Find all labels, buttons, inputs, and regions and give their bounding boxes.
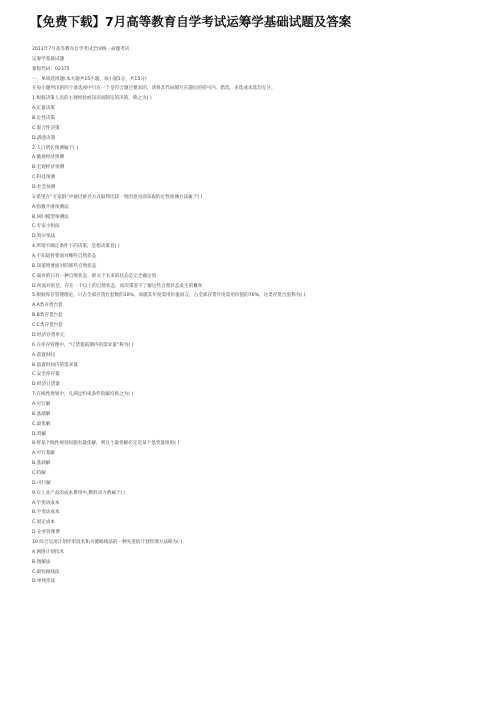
document-line: D.满意决策 bbox=[32, 135, 56, 141]
document-line: D.企业管理费 bbox=[32, 530, 60, 536]
document-body bbox=[32, 45, 492, 587]
document-line: 2.人口增长预测属于( ) bbox=[32, 145, 79, 151]
document-line: 8.将某个线性规划问题有最优解，则这个最优解必定是某个基变量组的( ) bbox=[32, 441, 180, 447]
document-line: C.安全库存量 bbox=[32, 372, 60, 378]
document-line: C.特解 bbox=[32, 470, 46, 476]
document-line: A.定量决策 bbox=[32, 106, 55, 112]
document-line: B.图解法 bbox=[32, 559, 51, 565]
document-line: D.可行解 bbox=[32, 480, 51, 486]
document-line: C.固定成本 bbox=[32, 520, 56, 526]
document-line: C.面对的只有一种自然状态，即关于未来的状态是完全确定的 bbox=[32, 273, 157, 279]
document-line: D.特解 bbox=[32, 431, 47, 437]
document-line: C.C类存货台套 bbox=[32, 323, 63, 329]
document-line: 6.在库存管理中，“订货提前期内的需求量”称为( ) bbox=[32, 342, 134, 348]
document-line: 9.在工业产品的成本费用中,燃料动力费属于( ) bbox=[32, 490, 126, 496]
document-line: D.单纯形法 bbox=[32, 579, 56, 585]
document-line: 在每小题列出的四个备选项中只有一个是符合题目要求的，请将其代码填写在题后的括号内。错选、多选或未选均无分。 bbox=[32, 86, 276, 92]
document-line: B.B类存货台套 bbox=[32, 313, 63, 319]
document-line: A.指数平滑预测法 bbox=[32, 204, 69, 210]
document-line: 3.希望在“专家群”中通过匿名方式取得比较一致的意见而采取的定性预测方法属于( ) bbox=[32, 194, 203, 200]
document-line: B.定性决策 bbox=[32, 116, 55, 122]
document-line: A.可行解 bbox=[32, 401, 51, 407]
document-line: 一、单项选择题(本大题共15小题，每小题1分，共15分) bbox=[32, 76, 147, 82]
document-line: B.基础解 bbox=[32, 461, 51, 467]
document-line: 运筹学基础试题 bbox=[32, 56, 65, 62]
document-line: 1.根据决策人员的主观经验或知识而制定的决策，称之为( ) bbox=[32, 96, 152, 102]
document-line: A.网络计划技术 bbox=[32, 549, 65, 555]
document-line: B.基础解 bbox=[32, 411, 51, 417]
document-line: 10.综合运用计划评审技术和关键路线法的一种先进的计划管理方法称为( ) bbox=[32, 539, 183, 545]
document-line: C.专家小组法 bbox=[32, 224, 60, 230]
document-line: A.半变动成本 bbox=[32, 500, 60, 506]
document-line: A.A类存货台套 bbox=[32, 303, 63, 309]
document-line: D.经济存货单元 bbox=[32, 332, 65, 338]
document-line: A.可行基解 bbox=[32, 451, 55, 457]
document-line: B.前置时间内的需求量 bbox=[32, 362, 78, 368]
document-title: 【免费下载】7月高等教育自学考试运筹学基础试题及答案 bbox=[30, 14, 352, 29]
document-line: 7.在线性规划中，凡满足约束条件的解均称之为( ) bbox=[32, 392, 134, 398]
document-line: B.半变动成本 bbox=[32, 510, 60, 516]
document-line: 课程代码：02375 bbox=[32, 66, 70, 72]
document-line: D.特尔斐法 bbox=[32, 234, 56, 240]
document-line: D.所面对的是，存在一个以上的自然状态，而决策者不了解这些自然状态发生的概率 bbox=[32, 283, 203, 289]
document-line: A.不知道将要面对哪些自然状态 bbox=[32, 254, 97, 260]
document-line: D.经济订货量 bbox=[32, 382, 60, 388]
document-line: D.社会预测 bbox=[32, 185, 56, 191]
document-line: C.最优解 bbox=[32, 421, 51, 427]
document-line: C.科技预测 bbox=[32, 175, 56, 181]
document-line: 2011年7月高等教育自学考试全国统一命题考试 bbox=[32, 47, 130, 52]
document-line: A.微观经济预测 bbox=[32, 155, 65, 161]
document-line: C.混合性决策 bbox=[32, 125, 60, 131]
document-line: B.回归模型预测法 bbox=[32, 214, 69, 220]
document-line: A.前置时间 bbox=[32, 352, 55, 358]
document-line: 4.所谓不确定条件下的决策，是指决策者( ) bbox=[32, 244, 120, 250]
document-line: B.宏观经济预测 bbox=[32, 165, 65, 171]
document-line: C.最短路线法 bbox=[32, 569, 60, 575]
document-line: B.知道将要面对的那些自然状态 bbox=[32, 263, 97, 269]
document-line: 5.根据库存管理理论，只占全部存货台套数的10%，而就其年度需用价值而言，占全部存货年度需用价值的70%，这类存货台套称为( ) bbox=[32, 293, 306, 299]
